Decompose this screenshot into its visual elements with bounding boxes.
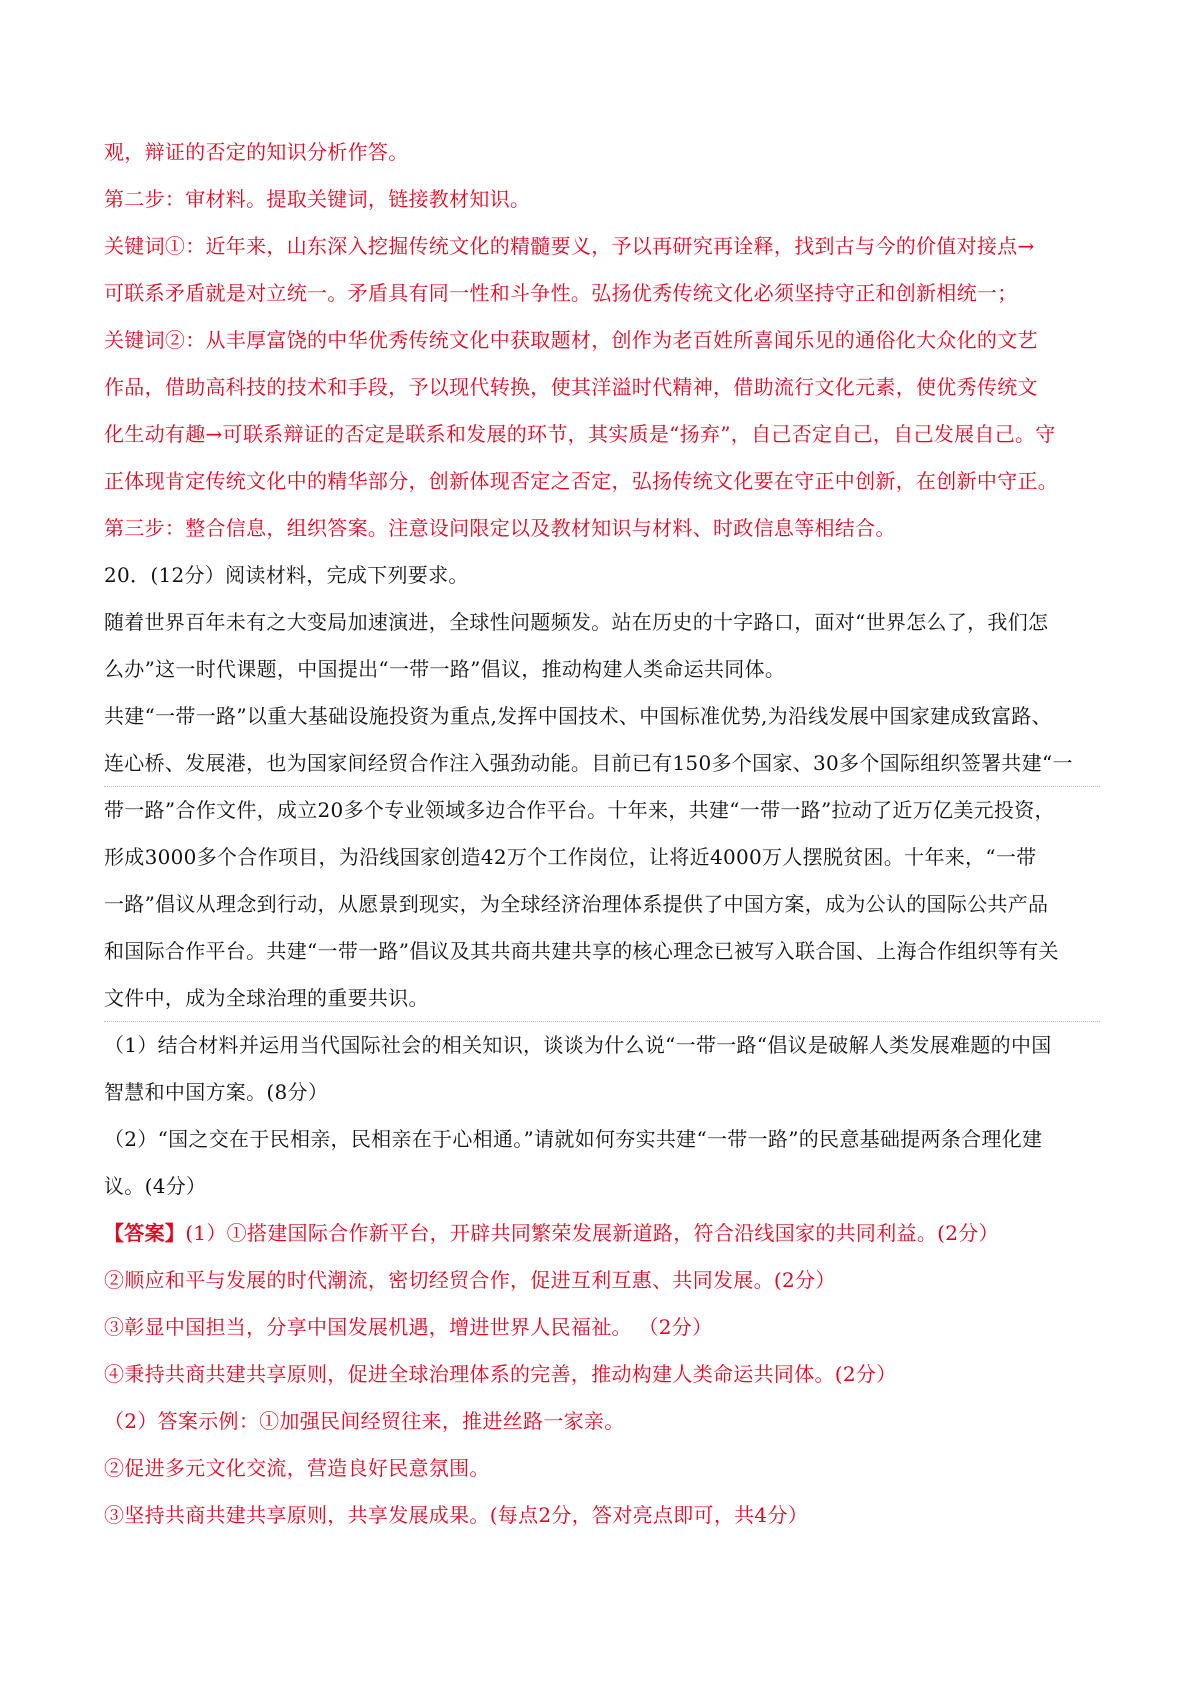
material-paragraph-2: 形成3000多个合作项目，为沿线国家创造42万个工作岗位，让将近4000万人摆脱贫困。十年来，“一带 — [104, 845, 1037, 869]
material-paragraph-2: 连心桥、发展港，也为国家间经贸合作注入强劲动能。目前已有150多个国家、30多个国际组织签署共建“一 — [104, 751, 1073, 775]
question-header: 20．(12分）阅读材料，完成下列要求。 — [104, 563, 469, 587]
keyword-one: 关键词①：近年来，山东深入挖掘传统文化的精髓要义，予以再研究再诠释，找到古与今的价值对接点→ — [104, 234, 1035, 258]
analysis-line: 观，辩证的否定的知识分析作答。 — [104, 140, 409, 164]
divider — [104, 1021, 1100, 1022]
answer-line-1 — [104, 1221, 1100, 1245]
material-paragraph-2: 带一路”合作文件，成立20多个专业领域多边合作平台。十年来，共建“一带一路”拉动了近万亿美元投资， — [104, 798, 1055, 822]
step-three: 第三步：整合信息，组织答案。注意设问限定以及教材知识与材料、时政信息等相结合。 — [104, 516, 896, 540]
answer-example-3: ③坚持共商共建共享原则，共享发展成果。(每点2分，答对亮点即可，共4分） — [104, 1503, 809, 1527]
answer-tag: 【答案】 — [104, 1221, 186, 1245]
answer-line-3: ③彰显中国担当，分享中国发展机遇，增进世界人民福祉。 （2分） — [104, 1315, 713, 1339]
material-paragraph-2: 和国际合作平台。共建“一带一路”倡议及其共商共建共享的核心理念已被写入联合国、上海合作组织等有关 — [104, 939, 1059, 963]
keyword-one-cont: 可联系矛盾就是对立统一。矛盾具有同一性和斗争性。弘扬优秀传统文化必须坚持守正和创新相统一； — [104, 281, 1018, 305]
document-page — [104, 140, 1100, 1550]
step-two: 第二步：审材料。提取关键词，链接教材知识。 — [104, 187, 531, 211]
sub-question-1: 智慧和中国方案。(8分） — [104, 1080, 329, 1104]
sub-question-1: （1）结合材料并运用当代国际社会的相关知识，谈谈为什么说“一带一路“倡议是破解人类发展难题的中国 — [104, 1033, 1052, 1057]
material-paragraph-2: 共建“一带一路”以重大基础设施投资为重点,发挥中国技术、中国标准优势,为沿线发展中国家建成致富路、 — [104, 704, 1052, 728]
material-paragraph-2: 文件中，成为全球治理的重要共识。 — [104, 986, 429, 1010]
sub-question-2: （2）“国之交在于民相亲，民相亲在于心相通。”请就如何夯实共建“一带一路”的民意基础提两条合理化建 — [104, 1127, 1043, 1151]
divider — [104, 786, 1100, 787]
keyword-two-cont: 作品，借助高科技的技术和手段，予以现代转换，使其洋溢时代精神，借助流行文化元素，使优秀传统文 — [104, 375, 1038, 399]
answer-example-2: ②促进多元文化交流，营造良好民意氛围。 — [104, 1456, 490, 1480]
sub-question-2: 议。(4分） — [104, 1174, 207, 1198]
keyword-two-cont: 化生动有趣→可联系辩证的否定是联系和发展的环节，其实质是“扬弃”，自己否定自己，自己发展自己。守 — [104, 422, 1056, 446]
material-paragraph-2: 一路”倡议从理念到行动，从愿景到现实，为全球经济治理体系提供了中国方案，成为公认的国际公共产品 — [104, 892, 1049, 916]
material-paragraph-1: 么办”这一时代课题，中国提出“一带一路”倡议，推动构建人类命运共同体。 — [104, 657, 786, 681]
answer-text: (1）①搭建国际合作新平台，开辟共同繁荣发展新道路，符合沿线国家的共同利益。(2分） — [185, 1221, 999, 1245]
answer-example-1: （2）答案示例：①加强民间经贸往来，推进丝路一家亲。 — [104, 1409, 625, 1433]
keyword-two-cont: 正体现肯定传统文化中的精华部分，创新体现否定之否定，弘扬传统文化要在守正中创新，在创新中守正。 — [104, 469, 1059, 493]
material-paragraph-1: 随着世界百年未有之大变局加速演进，全球性问题频发。站在历史的十字路口，面对“世界怎么了，我们怎 — [104, 610, 1049, 634]
keyword-two: 关键词②：从丰厚富饶的中华优秀传统文化中获取题材，创作为老百姓所喜闻乐见的通俗化大众化的文艺 — [104, 328, 1038, 352]
answer-line-4: ④秉持共商共建共享原则，促进全球治理体系的完善，推动构建人类命运共同体。(2分） — [104, 1362, 897, 1386]
answer-line-2: ②顺应和平与发展的时代潮流，密切经贸合作，促进互利互惠、共同发展。(2分） — [104, 1268, 836, 1292]
